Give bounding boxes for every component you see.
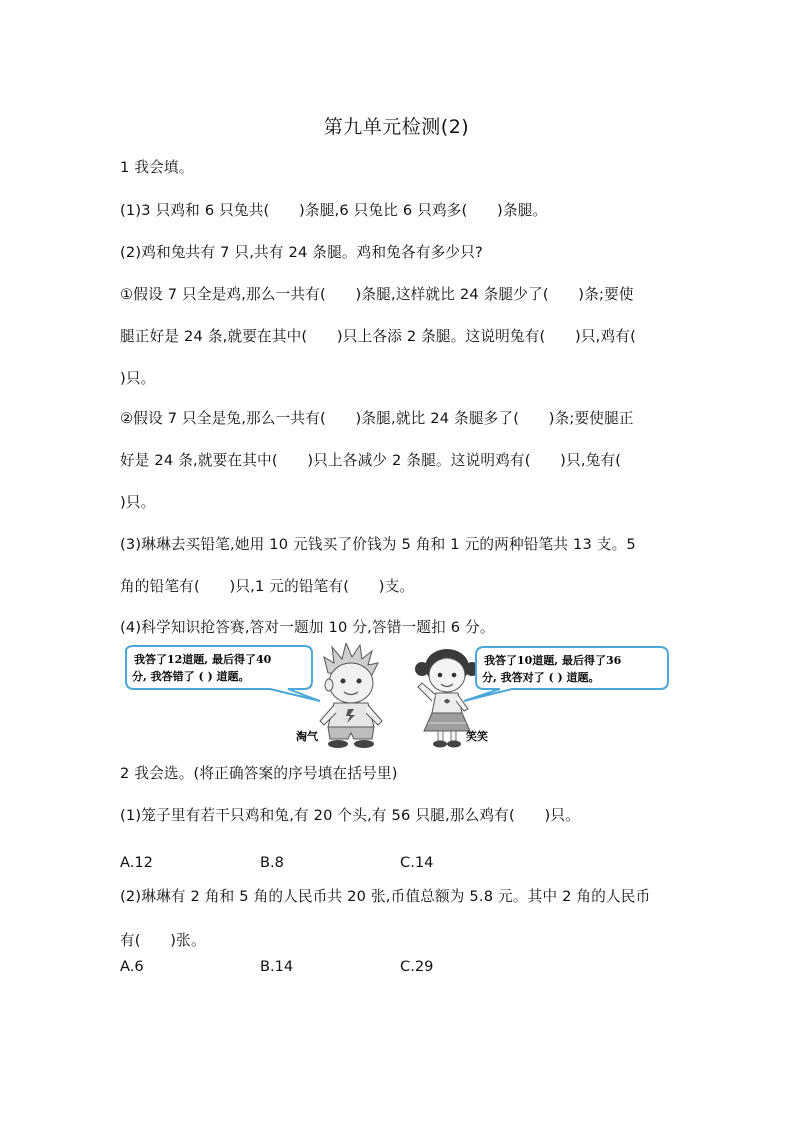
q1-2b-line1: ②假设 7 只全是兔,那么一共有( )条腿,就比 24 条腿多了( )条;要使腿正 [120,410,634,427]
girl-bubble-line2: 分, 我答对了 ( ) 道题。 [482,671,600,684]
boy-name-label: 淘气 [296,730,318,743]
q1-2a-line2: 腿正好是 24 条,就要在其中( )只上各添 2 条腿。这说明兔有( )只,鸡有( [120,328,636,345]
section1-heading: 1 我会填。 [120,159,194,176]
q2-1-option-b: B.8 [260,854,284,871]
q2-1-text: (1)笼子里有若干只鸡和兔,有 20 个头,有 56 只腿,那么鸡有( )只。 [120,807,580,824]
boy-speech-bubble [126,646,320,701]
page-title: 第九单元检测(2) [323,116,470,138]
section2-heading: 2 我会选。(将正确答案的序号填在括号里) [120,765,398,782]
girl-speech-bubble [464,647,668,701]
q1-1-text: (1)3 只鸡和 6 只兔共( )条腿,6 只兔比 6 只鸡多( )条腿。 [120,202,548,219]
quiz-illustration [120,643,676,749]
q1-2b-line2: 好是 24 条,就要在其中( )只上各减少 2 条腿。这说明鸡有( )只,兔有( [120,452,622,469]
q1-2a-line3: )只。 [120,370,156,387]
q1-2a-line1: ①假设 7 只全是鸡,那么一共有( )条腿,这样就比 24 条腿少了( )条;要使 [120,286,634,303]
q2-2-line1: (2)琳琳有 2 角和 5 角的人民币共 20 张,币值总额为 5.8 元。其中 2 角的人民币 [120,888,651,905]
q1-4-text: (4)科学知识抢答赛,答对一题加 10 分,答错一题扣 6 分。 [120,619,495,636]
q1-2b-line3: )只。 [120,494,156,511]
girl-bubble-line1: 我答了10道题, 最后得了36 [484,654,622,667]
q2-1-option-a: A.12 [120,854,153,871]
girl-name-label: 笑笑 [466,730,488,743]
boy-bubble-line1: 我答了12道题, 最后得了40 [134,653,272,666]
q2-2-option-a: A.6 [120,958,144,975]
q1-3-line2: 角的铅笔有( )只,1 元的铅笔有( )支。 [120,578,415,595]
q2-2-line2: 有( )张。 [120,932,206,949]
q2-2-option-b: B.14 [260,958,294,975]
q2-1-option-c: C.14 [400,854,434,871]
q1-2-text: (2)鸡和兔共有 7 只,共有 24 条腿。鸡和兔各有多少只? [120,244,483,261]
boy-figure [320,643,382,748]
boy-bubble-line2: 分, 我答错了 ( ) 道题。 [132,670,250,683]
q2-2-option-c: C.29 [400,958,434,975]
q1-3-line1: (3)琳琳去买铅笔,她用 10 元钱买了价钱为 5 角和 1 元的两种铅笔共 13 支。5 [120,536,636,553]
